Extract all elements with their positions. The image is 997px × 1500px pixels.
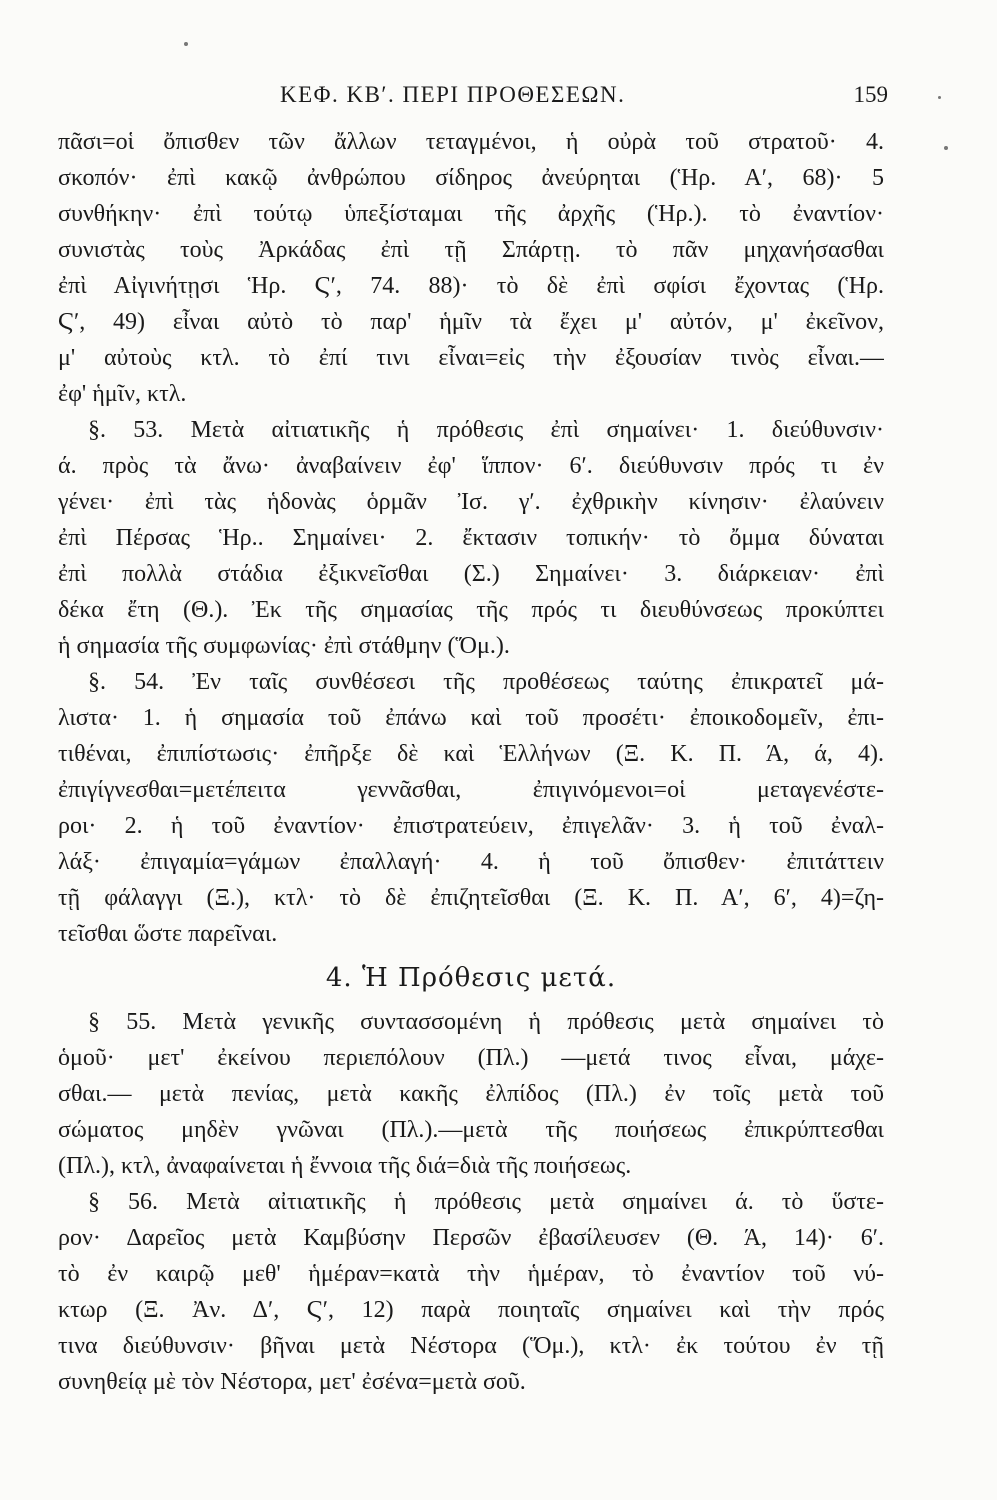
text-line: συνιστὰς τοὺς Ἀρκάδας ἐπὶ τῇ Σπάρτῃ. τὸ πᾶν μηχανήσασθαι (58, 237, 884, 263)
text-line: ροι· 2. ἡ τοῦ ἐναντίον· ἐπιστρατεύειν, ἐπιγελᾶν· 3. ἡ τοῦ ἐναλ- (58, 813, 884, 839)
text-line: ἐφ' ἡμῖν, κτλ. (58, 381, 187, 407)
text-line: λάξ· ἐπιγαμία=γάμων ἐπαλλαγή· 4. ἡ τοῦ ὄπισθεν· ἐπιτάττειν (58, 849, 884, 875)
text-line: ρον· Δαρεῖος μετὰ Καμβύσην Περσῶν ἐβασίλευσεν (Θ. Ά, 14)· 6ʹ. (58, 1225, 884, 1251)
text-line: λιστα· 1. ἡ σημασία τοῦ ἐπάνω καὶ τοῦ προσέτι· ἐποικοδομεῖν, ἐπι- (58, 705, 884, 731)
section-heading: 4. Ἡ Πρόθεσις μετά. (325, 963, 617, 993)
paragraph-53-start: §. 53. Μετὰ αἰτιατικῆς ἡ πρόθεσις ἐπὶ σημαίνει· 1. διεύθυνσιν· (88, 417, 884, 443)
body-text (58, 124, 884, 1400)
paragraph-56-start: § 56. Μετὰ αἰτιατικῆς ἡ πρόθεσις μετὰ σημαίνει ά. τὸ ὕστε- (88, 1189, 884, 1215)
text-line: ά. πρὸς τὰ ἄνω· ἀναβαίνειν ἐφ' ἵππον· 6ʹ. διεύθυνσιν πρός τι ἐν (58, 453, 884, 479)
scan-speck (938, 96, 941, 99)
text-line: τιθέναι, ἐπιπίστωσις· ἐπῆρξε δὲ καὶ Ἑλλήνων (Ξ. Κ. Π. Ά, ά, 4). (58, 741, 884, 767)
scan-speck (944, 146, 948, 150)
text-line: σθαι.— μετὰ πενίας, μετὰ κακῆς ἐλπίδος (Πλ.) ἐν τοῖς μετὰ τοῦ (58, 1081, 884, 1107)
chapter-title: ΚΕΦ. ΚΒʹ. ΠΕΡΙ ΠΡΟΘΕΣΕΩΝ. (280, 82, 626, 107)
text-line: δέκα ἔτη (Θ.). Ἐκ τῆς σημασίας τῆς πρός τι διευθύνσεως προκύπτει (58, 597, 884, 623)
text-line: πᾶσι=οἱ ὄπισθεν τῶν ἄλλων τεταγμένοι, ἡ οὐρὰ τοῦ στρατοῦ· 4. (58, 129, 884, 155)
text-line: κτωρ (Ξ. Ἀν. Δʹ, Ϛʹ, 12) παρὰ ποιηταῖς σημαίνει καὶ τὴν πρός (58, 1297, 884, 1323)
page-number: 159 (853, 82, 888, 107)
text-line: (Πλ.), κτλ, ἀναφαίνεται ἡ ἔννοια τῆς διά=διὰ τῆς ποιήσεως. (58, 1153, 632, 1179)
text-line: ἐπιγίγνεσθαι=μετέπειτα γεννᾶσθαι, ἐπιγινόμενοι=οἱ μεταγενέστε- (58, 777, 884, 803)
text-line: σκοπόν· ἐπὶ κακῷ ἀνθρώπου σίδηρος ἀνεύρηται (Ἡρ. Αʹ, 68)· 5 (58, 165, 884, 191)
text-line: τινα διεύθυνσιν· βῆναι μετὰ Νέστορα (Ὅμ.), κτλ· ἐκ τούτου ἐν τῇ (58, 1333, 884, 1359)
text-line: τεῖσθαι ὥστε παρεῖναι. (58, 921, 278, 947)
text-line: συνθήκην· ἐπὶ τούτῳ ὑπεξίσταμαι τῆς ἀρχῆς (Ἡρ.). τὸ ἐναντίον· (58, 201, 884, 227)
text-line: σώματος μηδὲν γνῶναι (Πλ.).—μετὰ τῆς ποιήσεως ἐπικρύπτεσθαι (58, 1117, 884, 1143)
paragraph-55-start: § 55. Μετὰ γενικῆς συντασσομένη ἡ πρόθεσις μετὰ σημαίνει τὸ (88, 1009, 884, 1035)
text-line: ἐπὶ Αἰγινήτῃσι Ἡρ. Ϛʹ, 74. 88)· τὸ δὲ ἐπὶ σφίσι ἔχοντας (Ἡρ. (58, 273, 884, 299)
text-line: ἡ σημασία τῆς συμφωνίας· ἐπὶ στάθμην (Ὅμ.). (58, 633, 510, 659)
text-line: τὸ ἐν καιρῷ μεθ' ἡμέραν=κατὰ τὴν ἡμέραν, τὸ ἐναντίον τοῦ νύ- (58, 1261, 884, 1287)
scan-speck (184, 42, 188, 46)
text-line: συνηθείᾳ μὲ τὸν Νέστορα, μετ' ἐσένα=μετὰ σοῦ. (58, 1369, 526, 1395)
text-line: ἐπὶ Πέρσας Ἡρ.. Σημαίνει· 2. ἔκτασιν τοπικήν· τὸ ὄμμα δύναται (58, 525, 884, 551)
text-line: μ' αὐτοὺς κτλ. τὸ ἐπί τινι εἶναι=εἰς τὴν ἐξουσίαν τινὸς εἶναι.— (58, 345, 884, 371)
text-line: γένει· ἐπὶ τὰς ἡδονὰς ὁρμᾶν Ἰσ. γʹ. ἐχθρικὴν κίνησιν· ἐλαύνειν (58, 489, 884, 515)
paragraph-54-start: §. 54. Ἐν ταῖς συνθέσεσι τῆς προθέσεως ταύτης ἐπικρατεῖ μά- (88, 669, 884, 695)
text-line: Ϛʹ, 49) εἶναι αὐτὸ τὸ παρ' ἡμῖν τὰ ἔχει μ' αὐτόν, μ' ἐκεῖνον, (58, 309, 884, 335)
text-line: ὁμοῦ· μετ' ἐκείνου περιεπόλουν (Πλ.) —μετά τινος εἶναι, μάχε- (58, 1045, 884, 1071)
text-line: τῇ φάλαγγι (Ξ.), κτλ· τὸ δὲ ἐπιζητεῖσθαι (Ξ. Κ. Π. Αʹ, 6ʹ, 4)=ζη- (58, 885, 884, 911)
text-line: ἐπὶ πολλὰ στάδια ἐξικνεῖσθαι (Σ.) Σημαίνει· 3. διάρκειαν· ἐπὶ (58, 561, 884, 587)
running-head (60, 80, 888, 116)
